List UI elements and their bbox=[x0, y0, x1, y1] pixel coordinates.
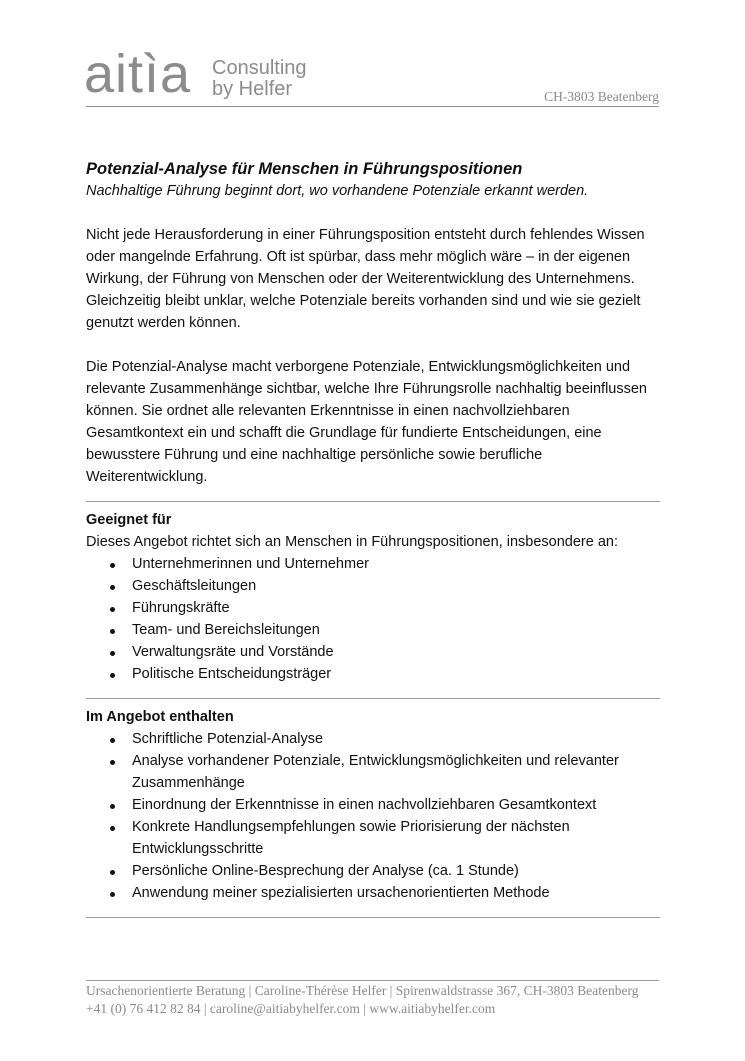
intro-paragraph-2: Die Potenzial-Analyse macht verborgene Potenziale, Entwicklungsmöglichkeiten und relevante Zusammenhänge sichtbar, welche Ihre Führungsrolle nachhaltig beeinflussen können. Sie ordnet alle relevanten Erkenntnisse in einen nachvollziehbaren Gesamtkontext ein und schafft die Grundlage für fundierte Entscheidungen, eine bewusstere Führung und eine nachhaltige persönliche sowie berufliche Weiterentwicklung. bbox=[86, 359, 647, 485]
list-item: Team- und Bereichsleitungen bbox=[86, 619, 660, 641]
list-item: Unternehmerinnen und Unternehmer bbox=[86, 553, 660, 575]
page-title: Potenzial-Analyse für Menschen in Führungspositionen bbox=[86, 160, 523, 178]
suitable-intro: Dieses Angebot richtet sich an Menschen in Führungspositionen, insbesondere an: bbox=[86, 534, 618, 550]
section-divider bbox=[86, 698, 660, 699]
footer-contact: +41 (0) 76 412 82 84 | caroline@aitiabyhelfer.com | www.aitiabyhelfer.com bbox=[86, 1001, 496, 1016]
list-item: Führungskräfte bbox=[86, 597, 660, 619]
list-item: Schriftliche Potenzial-Analyse bbox=[86, 728, 660, 750]
list-item: Anwendung meiner spezialisierten ursachenorientierten Methode bbox=[86, 882, 660, 904]
section-included bbox=[86, 706, 660, 904]
footer-address: Ursachenorientierte Beratung | Caroline-Thérèse Helfer | Spirenwaldstrasse 367, CH-3803 Beatenberg bbox=[86, 983, 639, 998]
section-suitable bbox=[86, 509, 660, 685]
list-item: Persönliche Online-Besprechung der Analyse (ca. 1 Stunde) bbox=[86, 860, 660, 882]
section-heading-included: Im Angebot enthalten bbox=[86, 709, 234, 725]
list-item: Konkrete Handlungsempfehlungen sowie Priorisierung der nächsten Entwicklungsschritte bbox=[86, 816, 660, 860]
list-item: Geschäftsleitungen bbox=[86, 575, 660, 597]
logo-line-by-helfer: by Helfer bbox=[212, 78, 293, 100]
section-heading-suitable: Geeignet für bbox=[86, 512, 172, 528]
list-item: Verwaltungsräte und Vorstände bbox=[86, 641, 660, 663]
document-body bbox=[86, 158, 660, 918]
header-divider bbox=[86, 106, 659, 107]
section-divider bbox=[86, 917, 660, 918]
section-divider bbox=[86, 501, 660, 502]
logo-wordmark: aitìa bbox=[84, 44, 192, 104]
list-item: Politische Entscheidungsträger bbox=[86, 663, 660, 685]
header-location: CH-3803 Beatenberg bbox=[544, 89, 659, 104]
list-item: Einordnung der Erkenntnisse in einen nachvollziehbaren Gesamtkontext bbox=[86, 794, 660, 816]
page-footer bbox=[86, 982, 666, 1018]
suitable-list bbox=[86, 553, 660, 685]
included-list bbox=[86, 728, 660, 904]
intro-paragraph-1: Nicht jede Herausforderung in einer Führungsposition entsteht durch fehlendes Wissen oder mangelnde Erfahrung. Oft ist spürbar, dass mehr möglich wäre – in der eigenen Wirkung, der Führung von Menschen oder der Weiterentwicklung des Unternehmens. Gleichzeitig bleibt unklar, welche Potenziale bereits vorhanden sind und wie sie gezielt genutzt werden können. bbox=[86, 227, 645, 331]
logo-line-consulting: Consulting bbox=[212, 57, 307, 79]
footer-divider bbox=[86, 980, 659, 981]
list-item: Analyse vorhandener Potenziale, Entwicklungsmöglichkeiten und relevanter Zusammenhänge bbox=[86, 750, 660, 794]
logo-subtitle bbox=[212, 58, 307, 100]
page-subtitle: Nachhaltige Führung beginnt dort, wo vorhandene Potenziale erkannt werden. bbox=[86, 183, 589, 199]
